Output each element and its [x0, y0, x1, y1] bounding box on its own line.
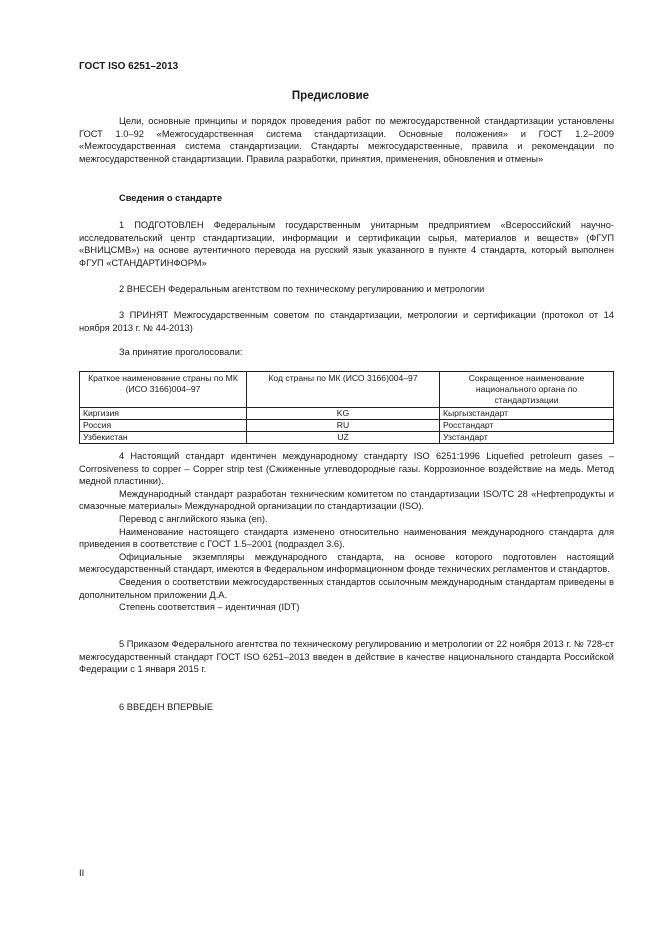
intro-paragraph: Цели, основные принципы и порядок проведения работ по межгосударственной стандартизации установлены ГОСТ 1.0–92 «Межгосударственная система стандартизации. Основные положения» и ГОСТ 1.2–2009 «Межгосударственная система стандартизации. Стандарты межгосударственные, правила и рекомендации по межгосударственной стандартизации. Правила разработки, принятия, применения, обновления и отмены» — [79, 116, 614, 164]
voting-table — [79, 371, 614, 444]
table-cell-body: Росстандарт — [440, 420, 614, 432]
item-1: 1 ПОДГОТОВЛЕН Федеральным государственным унитарным предприятием «Всероссийский научно-исследовательский центр стандартизации, информации и сертификации сырья, материалов и веществ» (ФГУП «ВНИЦСМВ») на основе аутентичного перевода на русский язык указанного в пункте 4 стандарта, который выполнен ФГУП «СТАНДАРТИНФОРМ» — [79, 220, 614, 268]
table-row — [80, 420, 614, 432]
item-6: 6 ВВЕДЕН ВПЕРВЫЕ — [119, 702, 214, 712]
page-number: II — [79, 868, 85, 879]
item-1-block — [79, 219, 614, 269]
voted-block — [79, 346, 614, 359]
table-cell-body: Кыргызстандарт — [440, 408, 614, 420]
item-2-block — [79, 283, 614, 296]
item-4-paragraph: Степень соответствия – идентичная (IDT) — [119, 602, 300, 613]
table-cell-body: Узстандарт — [440, 432, 614, 444]
item-4-block — [79, 450, 614, 614]
table-header-body: Сокращенное наименование национального органа по стандартизации — [440, 372, 614, 408]
item-5-block — [79, 638, 614, 676]
item-2: 2 ВНЕСЕН Федеральным агентством по техническому регулированию и метрологии — [119, 284, 485, 294]
table-header-country: Краткое наименование страны по МК (ИСО 3166)004–97 — [80, 372, 247, 408]
table-cell-code: RU — [247, 420, 440, 432]
table-cell-country: Киргизия — [80, 408, 247, 420]
item-3-block — [79, 309, 614, 334]
page-title: Предисловие — [291, 90, 370, 102]
document-header: ГОСТ ISO 6251–2013 — [79, 61, 179, 72]
item-4-paragraph: Сведения о соответствии межгосударственных стандартов ссылочным международным стандартам приведены в дополнительном приложении Д.А. — [79, 576, 614, 600]
table-cell-country: Узбекистан — [80, 432, 247, 444]
item-4-paragraph: Наименование настоящего стандарта изменено относительно наименования международного стандарта для приведения в соответствие с ГОСТ 1.5–2001 (подраздел 3.6). — [79, 526, 614, 550]
intro-paragraph-block — [79, 115, 614, 165]
item-4-paragraph: 4 Настоящий стандарт идентичен международному стандарту ISO 6251:1996 Liquefied petroleum gases – Corrosiveness to copper – Copper strip test (Сжиженные углеводородные газы. Коррозионное воздействие на медь. Метод медной пластинки). — [79, 451, 614, 487]
table-row — [80, 432, 614, 444]
table-row — [80, 408, 614, 420]
item-4-paragraph: Международный стандарт разработан техническим комитетом по стандартизации ISO/TC 28 «Нефтепродукты и смазочные материалы» Международной организации по стандартизации (ISO). — [79, 488, 614, 512]
item-5: 5 Приказом Федерального агентства по техническому регулированию и метрологии от 22 ноября 2013 г. № 728-ст межгосударственный стандарт ГОСТ ISO 6251–2013 введен в действие в качестве национального стандарта Российской Федерации с 1 января 2015 г. — [79, 639, 614, 675]
item-3: 3 ПРИНЯТ Межгосударственным советом по стандартизации, метрологии и сертификации (протокол от 14 ноября 2013 г. № 44-2013) — [79, 310, 614, 333]
info-heading-block — [79, 192, 614, 205]
table-cell-code: KG — [247, 408, 440, 420]
voted-label: За принятие проголосовали: — [119, 347, 243, 357]
table-cell-code: UZ — [247, 432, 440, 444]
table-cell-country: Россия — [80, 420, 247, 432]
table-header-code: Код страны по МК (ИСО 3166)004–97 — [247, 372, 440, 408]
item-4-paragraph: Перевод с английского языка (en). — [119, 513, 268, 524]
info-heading: Сведения о стандарте — [119, 193, 223, 203]
item-6-block — [79, 701, 614, 714]
table-header-row — [80, 372, 614, 408]
item-4-paragraph: Официальные экземпляры международного стандарта, на основе которого подготовлен настоящий межгосударственный стандарт, имеются в Федеральном информационном фонде технических регламентов и стандартов. — [79, 551, 614, 575]
